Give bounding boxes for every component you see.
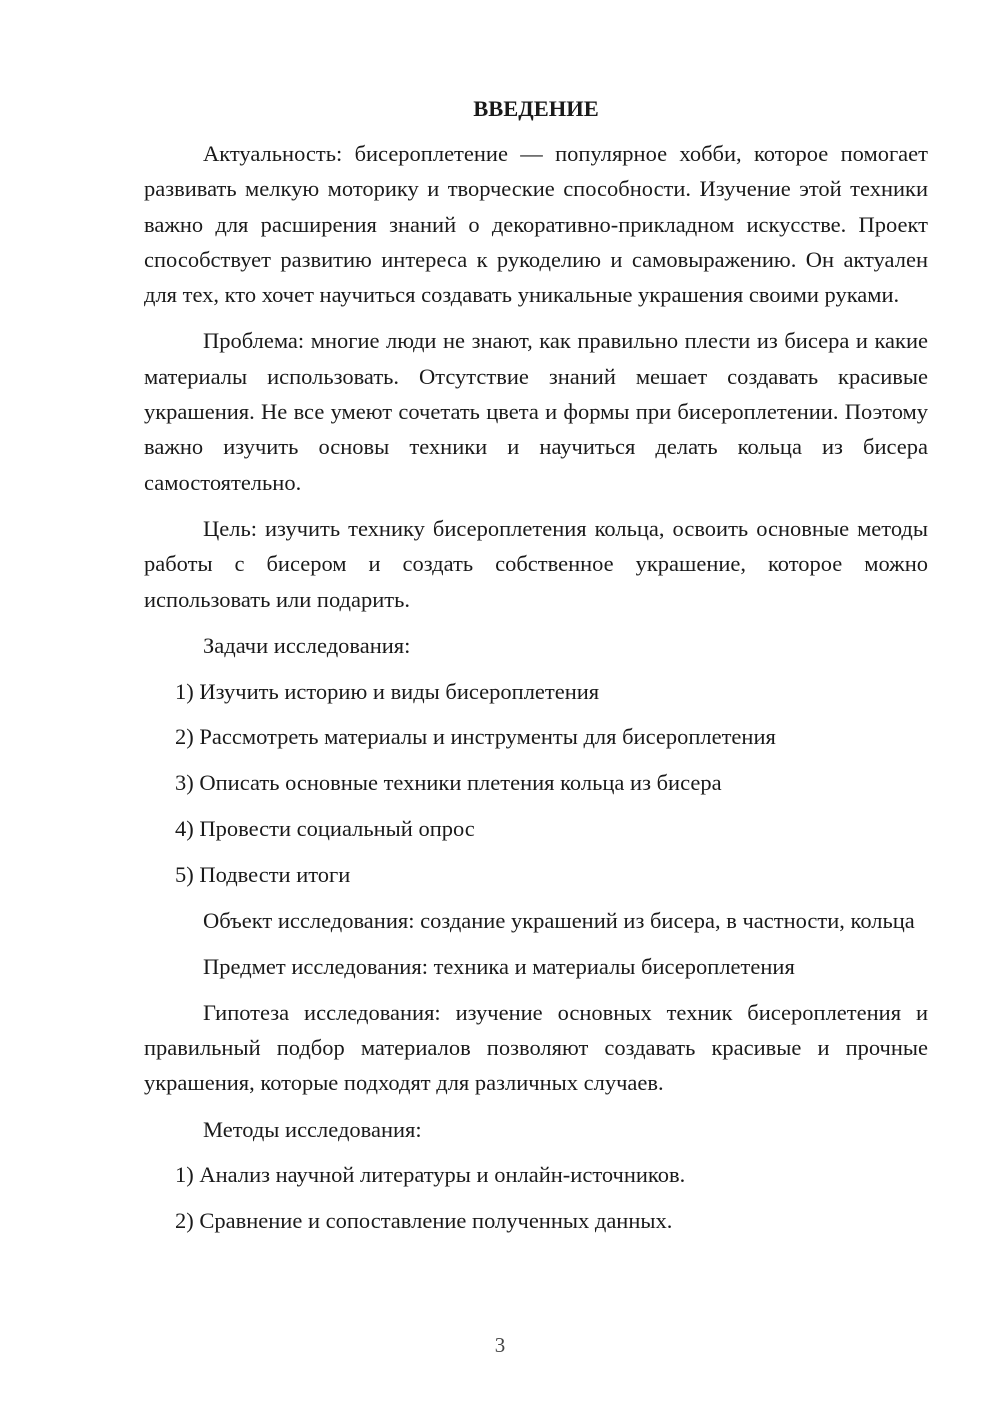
goal-paragraph: Цель: изучить технику бисероплетения кольца, освоить основные методы работы с бисером и создать собственное украшение, которое можно использовать или подарить. <box>144 515 928 612</box>
section-heading: ВВЕДЕНИЕ <box>473 96 599 121</box>
task-item: 4) Провести социальный опрос <box>175 816 475 842</box>
methods-title: Методы исследования: <box>203 1116 422 1142</box>
subject-paragraph: Предмет исследования: техника и материалы бисероплетения <box>203 953 795 979</box>
problem-paragraph: Проблема: многие люди не знают, как правильно плести из бисера и какие материалы использовать. Отсутствие знаний мешает создавать красивые украшения. Не все умеют сочетать цвета и формы при бисероплетении. Поэтому важно изучить основы техники и научиться делать кольца из бисера самостоятельно. <box>144 328 928 495</box>
method-item: 1) Анализ научной литературы и онлайн-источников. <box>175 1162 686 1188</box>
page-content <box>144 90 928 1249</box>
page-number: 3 <box>494 1333 506 1357</box>
task-item: 2) Рассмотреть материалы и инструменты для бисероплетения <box>175 724 776 750</box>
tasks-title: Задачи исследования: <box>203 632 411 658</box>
task-item: 5) Подвести итоги <box>175 861 351 887</box>
object-paragraph: Объект исследования: создание украшений из бисера, в частности, кольца <box>203 907 915 933</box>
task-item: 1) Изучить историю и виды бисероплетения <box>175 678 600 704</box>
hypothesis-paragraph: Гипотеза исследования: изучение основных техник бисероплетения и правильный подбор материалов позволяют создавать красивые и прочные украшения, которые подходят для различных случаев. <box>144 999 928 1096</box>
task-item: 3) Описать основные техники плетения кольца из бисера <box>175 770 722 796</box>
relevance-paragraph: Актуальность: бисероплетение — популярное хобби, которое помогает развивать мелкую моторику и творческие способности. Изучение этой техники важно для расширения знаний о декоративно-прикладном искусстве. Проект способствует развитию интереса к рукоделию и самовыражению. Он актуален для тех, кто хочет научиться создавать уникальные украшения своими руками. <box>144 141 928 308</box>
method-item: 2) Сравнение и сопоставление полученных данных. <box>175 1208 673 1234</box>
